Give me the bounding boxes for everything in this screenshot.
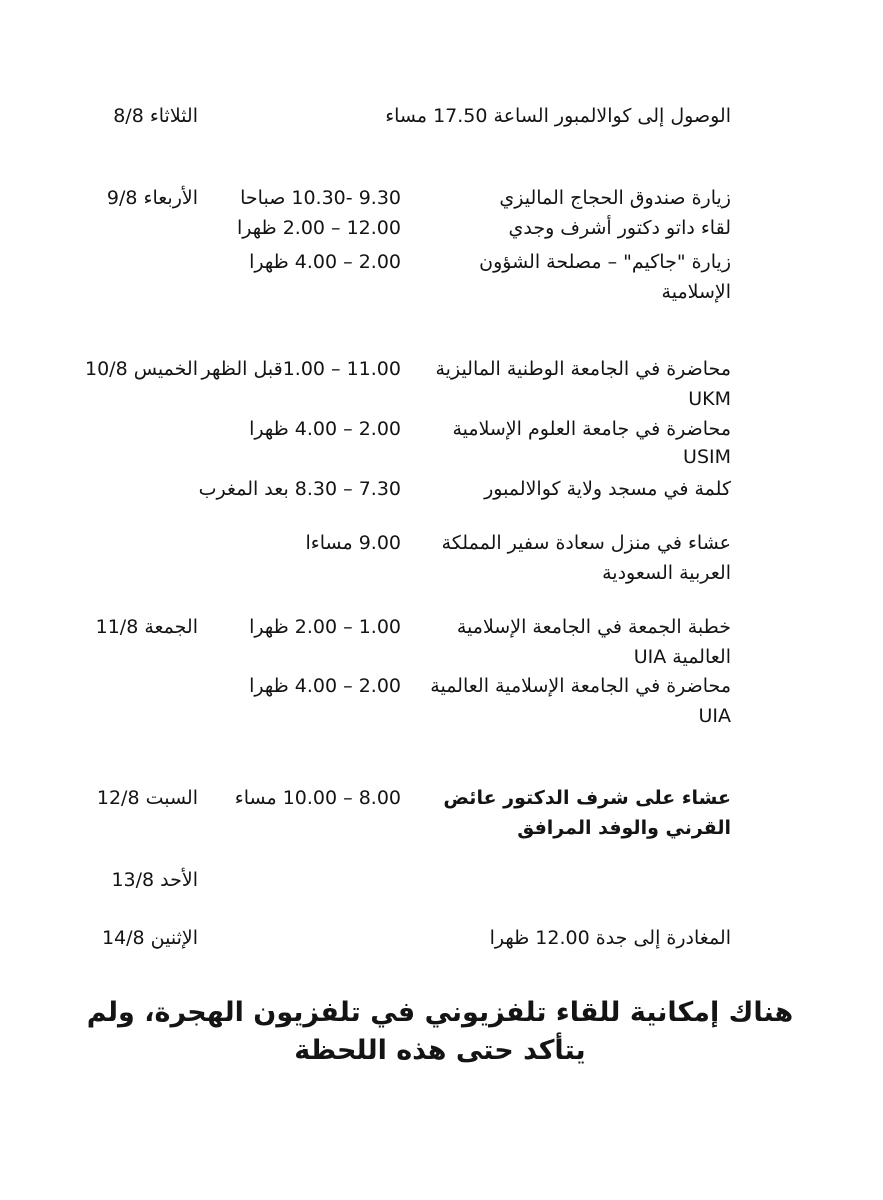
activity-text: عشاء على شرف الدكتور عائض: [443, 787, 731, 809]
time-text: 7.30 – 8.30 بعد المغرب: [198, 478, 401, 500]
time-text: 9.00 مساءا: [305, 532, 401, 554]
day-label: الأربعاء 9/8: [106, 187, 198, 209]
footer-note: [40, 994, 840, 1070]
time-text: 2.00 – 4.00 ظهرا: [249, 418, 401, 440]
activity-text: محاضرة في جامعة العلوم الإسلامية: [452, 418, 731, 440]
activity-text-cont: العالمية UIA: [633, 646, 731, 668]
day-label: الأحد 13/8: [111, 869, 198, 891]
time-text: 9.30 -10.30 صباحا: [240, 187, 401, 209]
activity-text: زيارة "جاكيم" – مصلحة الشؤون: [479, 251, 731, 273]
day-label: الجمعة 11/8: [95, 616, 198, 638]
activity-text-cont: العربية السعودية: [602, 562, 731, 584]
time-text: 8.00 – 10.00 مساء: [234, 787, 401, 809]
activity-text-cont: USIM: [683, 446, 731, 468]
time-text: 2.00 – 4.00 ظهرا: [249, 675, 401, 697]
time-text: 2.00 – 4.00 ظهرا: [249, 251, 401, 273]
activity-text: لقاء داتو دكتور أشرف وجدي: [508, 217, 731, 239]
activity-text: محاضرة في الجامعة الإسلامية العالمية: [430, 675, 731, 697]
time-text: 11.00 – 1.00قبل الظهر: [201, 358, 401, 380]
footer-line: هناك إمكانية للقاء تلفزيوني في تلفزيون الهجرة، ولم: [86, 997, 794, 1028]
activity-text: المغادرة إلى جدة 12.00 ظهرا: [489, 927, 731, 949]
time-text: 1.00 – 2.00 ظهرا: [249, 616, 401, 638]
day-label: السبت 12/8: [96, 787, 198, 809]
activity-text: زيارة صندوق الحجاج الماليزي: [499, 187, 731, 209]
activity-text: خطبة الجمعة في الجامعة الإسلامية: [456, 616, 731, 638]
day-label: الثلاثاء 8/8: [113, 105, 198, 127]
day-label: الخميس 10/8: [85, 358, 198, 380]
day-label: الإثنين 14/8: [101, 927, 198, 949]
activity-text-cont: القرني والوفد المرافق: [517, 817, 731, 839]
activity-text: محاضرة في الجامعة الوطنية الماليزية: [435, 358, 731, 380]
time-text: 12.00 – 2.00 ظهرا: [237, 217, 401, 239]
footer-line: يتأكد حتى هذه اللحظة: [294, 1035, 586, 1066]
activity-text: عشاء في منزل سعادة سفير المملكة: [441, 532, 731, 554]
activity-text-cont: UKM: [688, 388, 731, 410]
activity-text-cont: UIA: [698, 705, 731, 727]
activity-text: كلمة في مسجد ولاية كوالالمبور: [484, 478, 731, 500]
activity-text: الوصول إلى كوالالمبور الساعة 17.50 مساء: [385, 105, 731, 127]
activity-text-cont: الإسلامية: [661, 281, 731, 303]
